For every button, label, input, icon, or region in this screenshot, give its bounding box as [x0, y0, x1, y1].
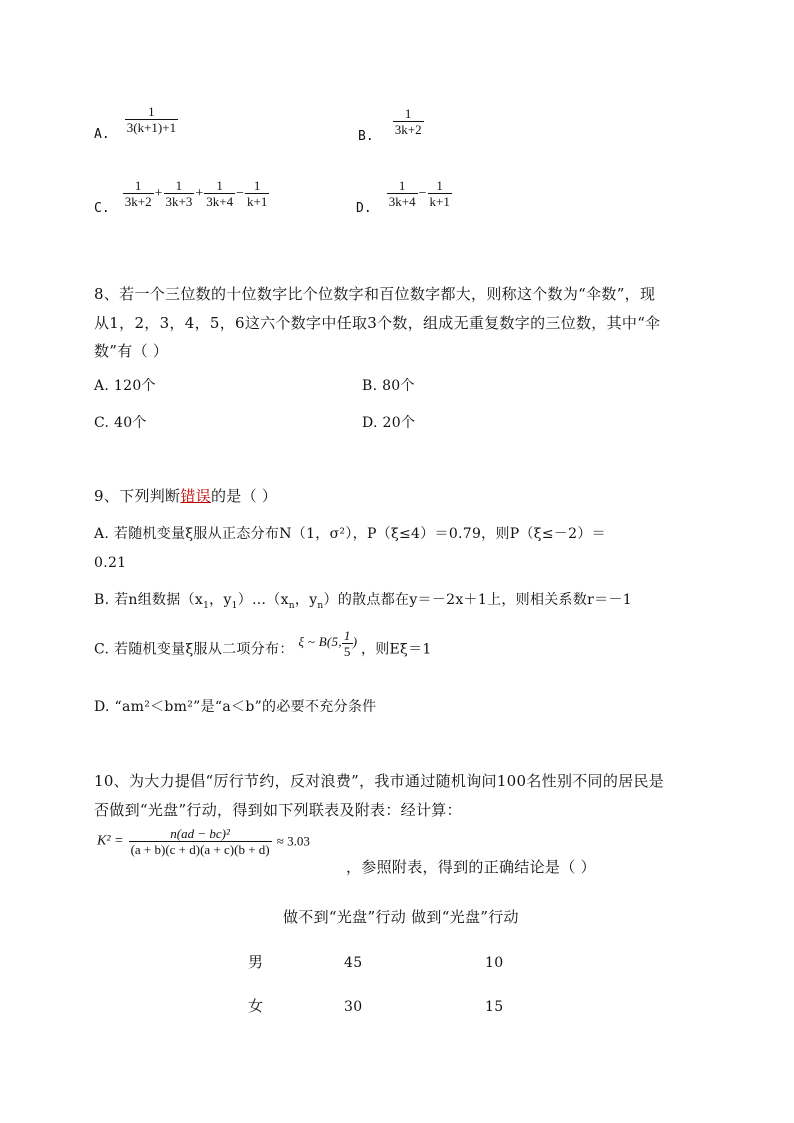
fraction — [342, 628, 353, 659]
text: ）…（x — [237, 592, 289, 608]
denominator: 3k+2 — [124, 194, 152, 209]
q9-option-c — [94, 628, 432, 665]
q8-option-d: D. 20个 — [362, 415, 416, 431]
fraction — [204, 178, 235, 209]
denominator: 5 — [343, 644, 351, 659]
option-label: B. — [358, 129, 374, 144]
q8-option-b: B. 80个 — [362, 378, 415, 394]
q8-stem-line3: 数”有（ ） — [94, 342, 169, 360]
numerator: 1 — [343, 628, 351, 643]
denominator: 3k+3 — [165, 194, 193, 209]
denominator: k+1 — [429, 194, 450, 209]
fraction — [123, 178, 154, 209]
subscript: 1 — [203, 600, 210, 611]
fraction — [129, 826, 272, 857]
option-label: D. — [356, 201, 372, 216]
subscript: 1 — [231, 600, 238, 611]
numerator: 1 — [436, 178, 443, 193]
subscript: n — [288, 600, 295, 611]
q7-option-d — [356, 178, 452, 216]
denominator: 3k+4 — [388, 194, 416, 209]
formula-rhs: ≈ 3.03 — [276, 833, 310, 849]
q7-option-a — [94, 104, 178, 142]
operator: − — [418, 185, 427, 201]
text: ，y — [294, 592, 318, 608]
table-cell: 10 — [485, 955, 504, 971]
fraction — [245, 178, 269, 209]
numerator: 1 — [148, 104, 155, 119]
text: ，y — [209, 592, 232, 608]
table-cell: 15 — [485, 999, 504, 1015]
q9-stem-pre: 9、下列判断 — [94, 487, 181, 505]
text: ）的散点都在y＝－2x＋1上，则相关系数r＝－1 — [323, 592, 632, 608]
numerator: 1 — [404, 106, 412, 121]
fraction — [387, 178, 418, 209]
numerator: 1 — [216, 178, 223, 193]
q9-stem-emphasis: 错误 — [180, 487, 211, 505]
fraction — [428, 178, 452, 209]
q9-option-d: D. “am²＜bm²”是“a＜b”的必要不充分条件 — [94, 699, 377, 715]
fraction — [164, 178, 195, 209]
numerator: 1 — [134, 178, 142, 193]
table-row-label: 男 — [248, 953, 264, 971]
denominator: 3k+4 — [206, 194, 234, 209]
denominator: 3k+2 — [394, 122, 422, 137]
table-cell: 45 — [344, 955, 363, 971]
operator: + — [195, 185, 204, 201]
denominator: k+1 — [247, 194, 268, 209]
numerator: n(ad − bc)² — [170, 826, 230, 841]
subscript: n — [317, 600, 324, 611]
k-squared-formula — [97, 826, 310, 857]
formula-text: ξ ~ B(5, — [298, 634, 342, 650]
formula-lhs: K² = — [97, 833, 124, 849]
formula-text: ) — [352, 634, 358, 650]
q7-option-c — [94, 178, 269, 216]
q10-stem-line2: 否做到“光盘”行动，得到如下列联表及附表：经计算： — [94, 801, 462, 819]
text: B. 若n组数据（x — [94, 592, 204, 608]
text: ，则Eξ＝1 — [360, 641, 432, 658]
denominator: 3(k+1)+1 — [126, 120, 177, 135]
table-cell: 30 — [344, 999, 363, 1015]
denominator: (a + b)(c + d)(a + c)(b + d) — [130, 842, 270, 857]
q7-option-b — [358, 106, 424, 144]
q10-stem-line3: ，参照附表，得到的正确结论是（ ） — [346, 858, 596, 876]
q9-stem — [94, 486, 277, 506]
q9-stem-post: 的是（ ） — [210, 487, 278, 505]
q8-stem-line1: 8、若一个三位数的十位数字比个位数字和百位数字都大，则称这个数为“伞数”，现 — [94, 285, 656, 303]
q9-option-a-line2: 0.21 — [94, 555, 127, 571]
numerator: 1 — [175, 178, 183, 193]
q10-stem-line1: 10、为大力提倡“厉行节约，反对浪费”，我市通过随机询问100名性别不同的居民是 — [94, 772, 665, 790]
binomial-formula — [298, 628, 361, 659]
numerator: 1 — [398, 178, 406, 193]
option-label: A. — [94, 127, 110, 142]
q9-option-b — [94, 590, 632, 616]
operator: − — [236, 185, 244, 201]
fraction — [125, 104, 178, 135]
numerator: 1 — [253, 178, 261, 193]
q8-option-a: A. 120个 — [94, 378, 156, 394]
contingency-table-header: 做不到“光盘”行动 做到“光盘”行动 — [283, 908, 519, 926]
q9-option-a-line1: A. 若随机变量ξ服从正态分布N（1，σ²），P（ξ≤4）＝0.79，则P（ξ≤－2）＝ — [94, 526, 606, 542]
q8-stem-line2: 从1，2，3，4，5，6这六个数字中任取3个数，组成无重复数字的三位数，其中“伞 — [94, 314, 661, 332]
option-label: C. — [94, 201, 110, 216]
fraction — [393, 106, 424, 137]
operator: + — [154, 185, 163, 201]
text: C. 若随机变量ξ服从二项分布： — [94, 641, 294, 658]
table-row-label: 女 — [248, 997, 264, 1015]
q8-option-c: C. 40个 — [94, 415, 147, 431]
